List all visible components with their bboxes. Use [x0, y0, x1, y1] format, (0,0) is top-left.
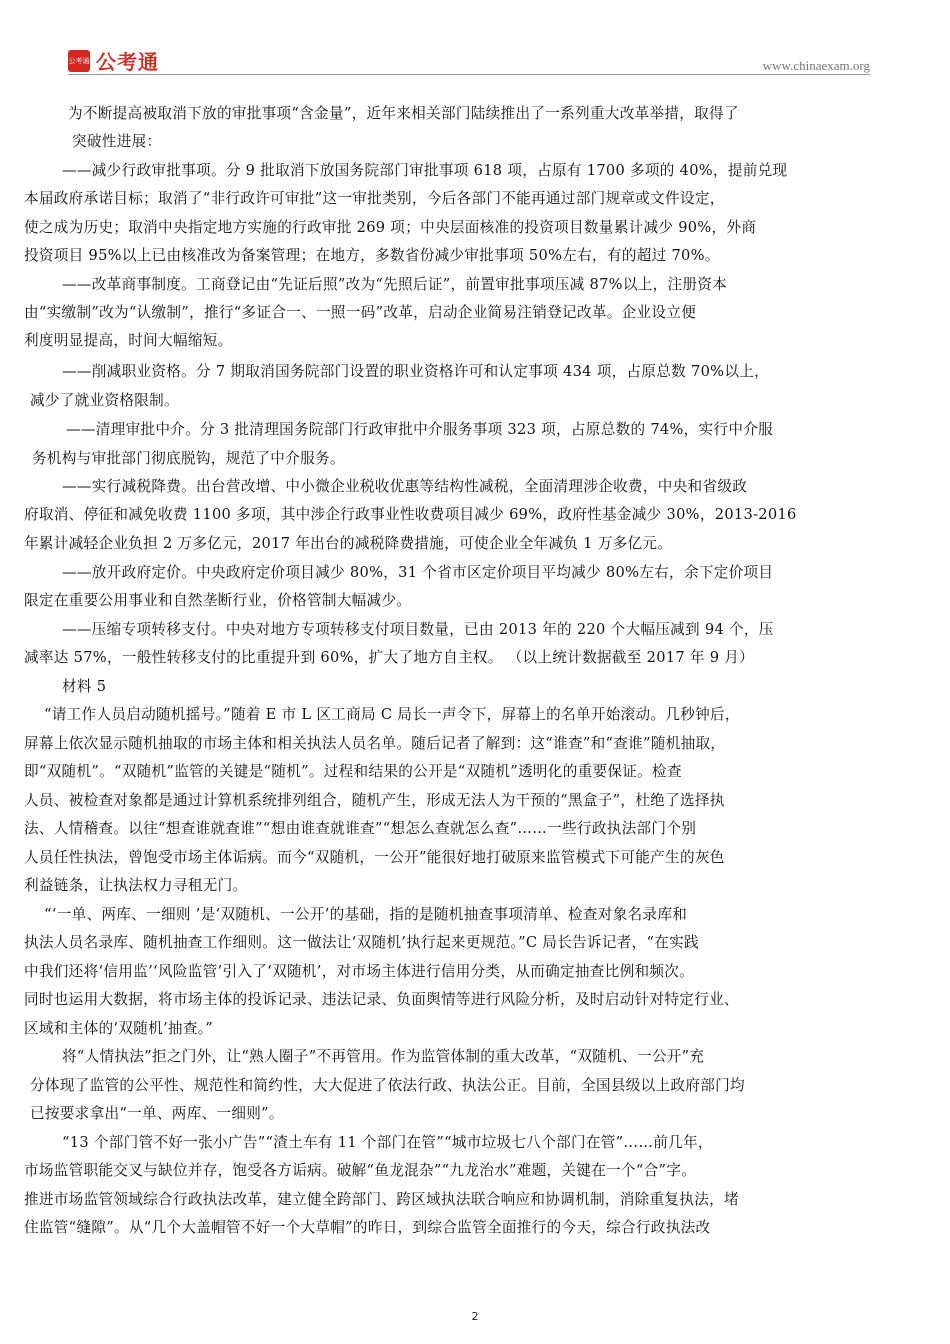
text-line: 人员任性执法，曾饱受市场主体诟病。而今“双随机，一公开”能很好地打破原来监管模式下可能产生的灰色	[24, 849, 725, 866]
text-line: ——放开政府定价。中央政府定价项目减少 80%，31 个省市区定价项目平均减少 80%左右，余下定价项目	[62, 564, 774, 581]
text-line: ——改革商事制度。工商登记由“先证后照”改为“先照后证”，前置审批事项压减 87%以上，注册资本	[62, 276, 728, 293]
text-line: 使之成为历史；取消中央指定地方实施的行政审批 269 项；中央层面核准的投资项目数量累计减少 90%，外商	[24, 219, 757, 236]
text-line: 利益链条，让执法权力寻租无门。	[24, 877, 248, 894]
text-line: 务机构与审批部门彻底脱钩，规范了中介服务。	[32, 450, 345, 467]
text-line: 人员、被检查对象都是通过计算机系统排列组合，随机产生，形成无法人为干预的“黑盒子”，杜绝了选择执	[24, 792, 725, 809]
text-line: 利度明显提高，时间大幅缩短。	[24, 332, 233, 349]
text-line: 市场监管职能交叉与缺位并存，饱受各方诟病。破解“鱼龙混杂”“九龙治水”难题，关键在一个“合”字。	[24, 1162, 697, 1179]
text-line: “‘一单、两库、一细则 ’是‘双随机、一公开’的基础，指的是随机抽查事项清单、检查对象名录库和	[44, 906, 688, 923]
text-line: 材料 5	[62, 678, 107, 695]
text-line: 即“双随机”。“双随机”监管的关键是“随机”。过程和结果的公开是“双随机”透明化的重要保证。检查	[24, 763, 682, 780]
text-line: 执法人员名录库、随机抽查工作细则。这一做法让‘双随机’执行起来更规范。”C 局长告诉记者，“在实践	[24, 934, 699, 951]
page-header	[68, 40, 870, 80]
text-line: 法、人情稽查。以往“想查谁就查谁”“想由谁查就谁查”“想怎么查就怎么查”……一些行政执法部门个别	[24, 820, 697, 837]
text-line: ——清理审批中介。分 3 批清理国务院部门行政审批中介服务事项 323 项，占原总数的 74%，实行中介服	[66, 421, 774, 438]
text-line: 为不断提高被取消下放的审批事项“含金量”，近年来相关部门陆续推出了一系列重大改革举措，取得了	[68, 105, 739, 122]
text-line: 区域和主体的‘双随机’抽查。”	[24, 1020, 214, 1037]
text-line: “13 个部门管不好一张小广告”“渣土车有 11 个部门在管”“城市垃圾七八个部门在管”……前几年，	[62, 1134, 713, 1151]
text-line: 同时也运用大数据，将市场主体的投诉记录、违法记录、负面舆情等进行风险分析，及时启动针对特定行业、	[24, 991, 739, 1008]
text-line: ——实行减税降费。出台营改增、中小微企业税收优惠等结构性减税，全面清理涉企收费，中央和省级政	[62, 478, 748, 495]
text-line: 分体现了监管的公平性、规范性和简约性，大大促进了依法行政、执法公正。目前，全国县级以上政府部门均	[30, 1077, 745, 1094]
text-line: 限定在重要公用事业和自然垄断行业，价格管制大幅减少。	[24, 592, 412, 609]
text-line: 屏幕上依次显示随机抽取的市场主体和相关执法人员名单。随后记者了解到：这“谁查”和“查谁”随机抽取，	[24, 735, 726, 752]
text-line: “请工作人员启动随机摇号。”随着 E 市 L 区工商局 C 局长一声令下，屏幕上的名单开始滚动。几秒钟后，	[44, 706, 740, 723]
text-line: 中我们还将‘信用监’‘风险监管’引入了‘双随机’，对市场主体进行信用分类，从而确定抽查比例和频次。	[24, 963, 695, 980]
text-line: ——压缩专项转移支付。中央对地方专项转移支付项目数量，已由 2013 年的 220 个大幅压减到 94 个，压	[62, 621, 774, 638]
text-line: 减少了就业资格限制。	[30, 392, 179, 409]
text-line: 投资项目 95%以上已由核准改为备案管理；在地方，多数省份减少审批事项 50%左右，有的超过 70%。	[24, 247, 720, 264]
logo-text: 公考通	[96, 50, 159, 74]
site-url: www.chinaexam.org	[762, 58, 870, 73]
text-line: 减率达 57%，一般性转移支付的比重提升到 60%，扩大了地方自主权。 （以上统计数据截至 2017 年 9 月）	[24, 649, 755, 666]
text-line: 府取消、停征和减免收费 1100 多项，其中涉企行政事业性收费项目减少 69%，政府性基金减少 30%，2013-2016	[24, 506, 797, 523]
text-line: 将“人情执法”拒之门外，让“熟人圈子”不再管用。作为监管体制的重大改革，“双随机、一公开”充	[62, 1048, 705, 1065]
text-line: 推进市场监管领域综合行政执法改革，建立健全跨部门、跨区域执法联合响应和协调机制，消除重复执法，堵	[24, 1191, 739, 1208]
text-line: 本届政府承诺目标；取消了“非行政许可审批”这一审批类别，今后各部门不能再通过部门规章或文件设定，	[24, 190, 725, 207]
text-line: 已按要求拿出“一单、两库、一细则”。	[30, 1105, 284, 1122]
text-line: ——减少行政审批事项。分 9 批取消下放国务院部门审批事项 618 项，占原有 1700 多项的 40%，提前兑现	[62, 162, 788, 179]
text-line: 住监管“缝隙”。从“几个大盖帽管不好一个大草帽”的昨日，到综合监管全面推行的今天，综合行政执法改	[24, 1219, 711, 1236]
page-number: 2	[471, 1310, 479, 1323]
text-line: 年累计减轻企业负担 2 万多亿元，2017 年出台的减税降费措施，可使企业全年减负 1 万多亿元。	[24, 535, 673, 552]
logo-badge-icon: 公考通	[68, 50, 90, 72]
header-divider	[68, 74, 870, 75]
text-line: 突破性进展：	[72, 133, 162, 150]
brand-logo	[68, 46, 159, 75]
text-line: 由“实缴制”改为“认缴制”，推行“多证合一、一照一码”改革，启动企业简易注销登记改革。企业设立便	[24, 304, 697, 321]
text-line: ——削减职业资格。分 7 期取消国务院部门设置的职业资格许可和认定事项 434 项，占原总数 70%以上，	[62, 363, 770, 380]
